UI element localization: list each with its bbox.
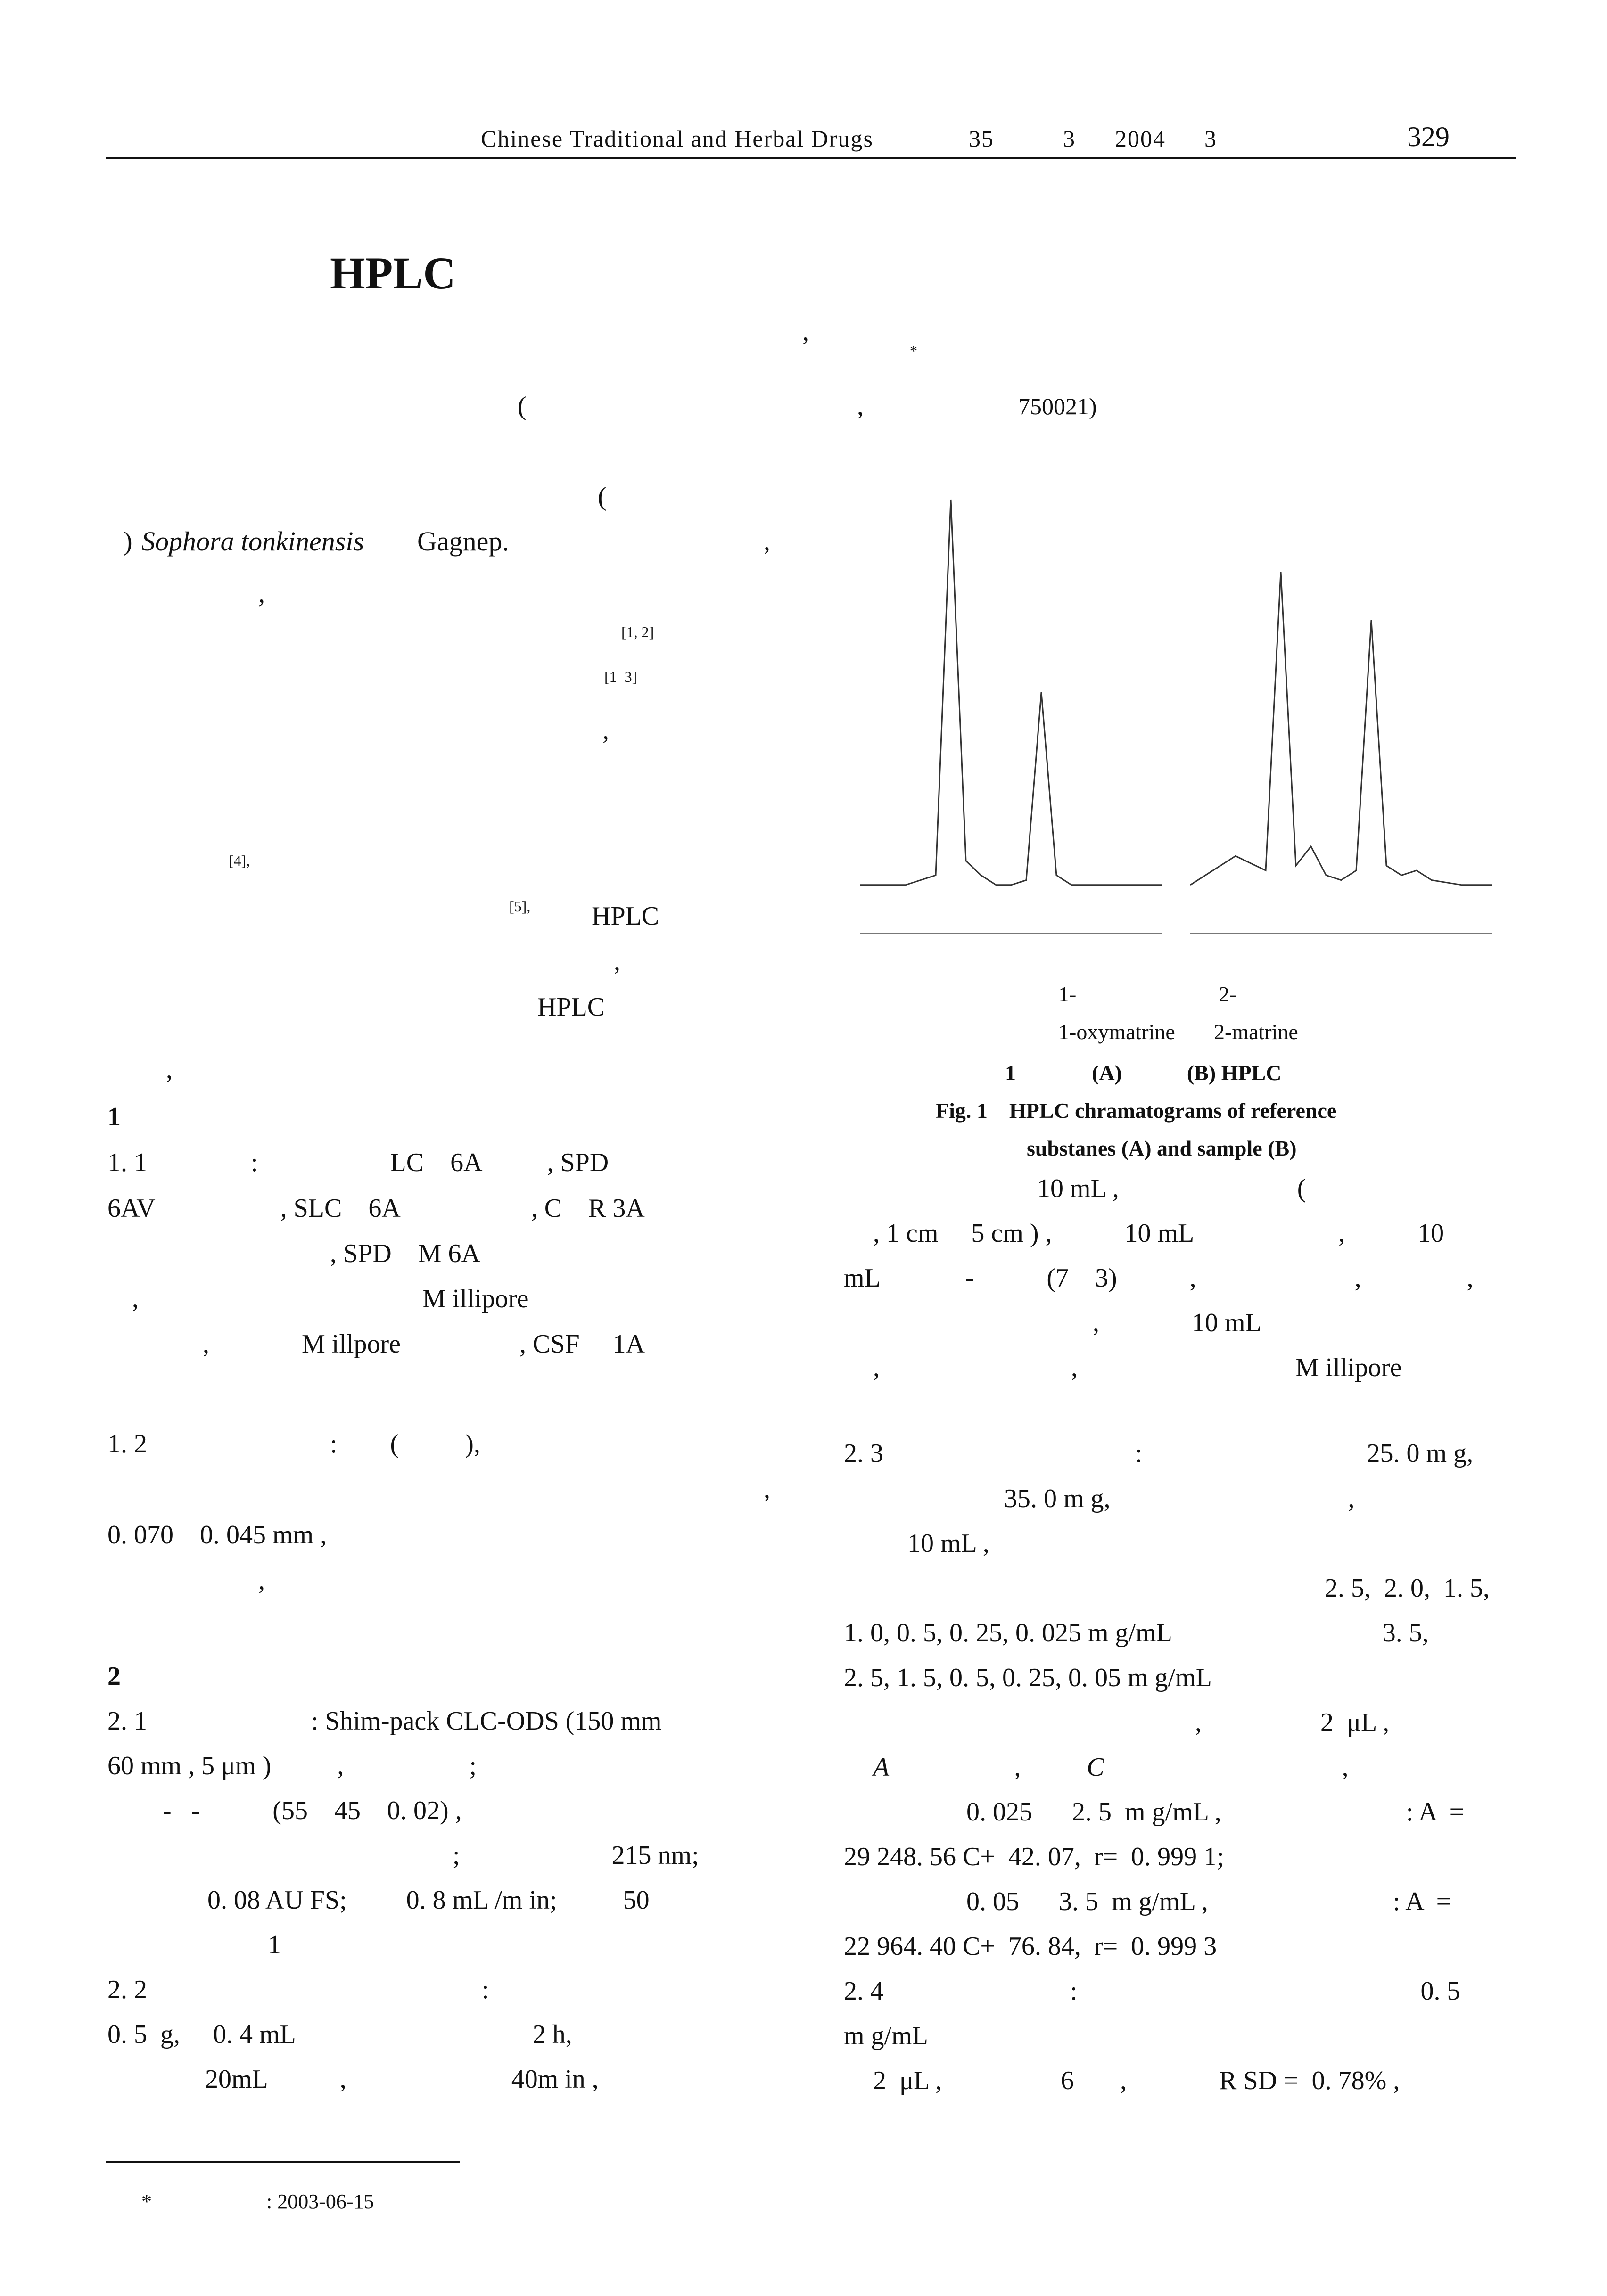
section-2-3-line: 2. 5, 1. 5, 0. 5, 0. 25, 0. 05 m g/mL: [844, 1663, 1212, 1692]
publication-month: 3: [1204, 125, 1217, 152]
right-cont-line: mL - (7 3) , , ,: [844, 1263, 1474, 1293]
section-1-1-line: , M illpore , CSF 1A: [203, 1329, 645, 1359]
intro-comma-3: ,: [602, 716, 609, 745]
section-1-2-line: ,: [764, 1475, 770, 1504]
footnote-mark: *: [141, 2190, 152, 2213]
publication-year: 2004: [1115, 125, 1166, 152]
section-1-1-num: 1. 1: [107, 1148, 147, 1177]
peak-2-number: 2-: [1219, 982, 1237, 1006]
chromatogram-trace-A: [860, 500, 1162, 885]
right-cont-line: 10 mL , (: [1037, 1174, 1306, 1203]
footnote-text: : 2003-06-15: [266, 2190, 374, 2213]
section-2-4-line: m g/mL: [844, 2021, 928, 2050]
footnote-rule: [106, 2161, 460, 2163]
section-2-2-num: 2. 2: [107, 1975, 147, 2004]
right-cont-line: , 10 mL: [1093, 1308, 1261, 1337]
section-2-4-line: 2 μL , 6 , R SD = 0. 78% ,: [873, 2066, 1400, 2095]
peak-1-name: 1-oxymatrine: [1058, 1020, 1175, 1044]
intro-hplc-2: HPLC: [537, 992, 605, 1022]
issue-number: 3: [1063, 125, 1076, 152]
section-2-2-line: 20mL , 40m in ,: [205, 2065, 599, 2094]
section-2-3-line: 22 964. 40 C+ 76. 84, r= 0. 999 3: [844, 1932, 1217, 1961]
peak-1-number: 1-: [1058, 982, 1077, 1006]
section-2-heading: 2: [107, 1662, 121, 1691]
header-rule: [106, 157, 1516, 159]
intro-paren: (: [598, 482, 607, 511]
citation-4: [4],: [229, 852, 250, 869]
right-cont-line: , , M illipore: [873, 1353, 1402, 1382]
section-2-4-num: 2. 4: [844, 1976, 883, 2006]
section-2-3-line: 10 mL ,: [907, 1529, 989, 1558]
section-2-3-num: 2. 3: [844, 1439, 883, 1468]
section-2-3-line: 1. 0, 0. 5, 0. 25, 0. 025 m g/mL 3. 5,: [844, 1618, 1429, 1648]
page-number: 329: [1407, 121, 1450, 152]
section-1-2-line: 0. 070 0. 045 mm ,: [107, 1520, 327, 1550]
section-2-1-line: 0. 08 AU FS; 0. 8 mL /m in; 50: [207, 1886, 650, 1915]
page-title: HPLC: [330, 248, 456, 298]
right-cont-line: , 1 cm 5 cm ) , 10 mL , 10: [873, 1219, 1444, 1248]
intro-hplc-1: HPLC: [592, 902, 659, 931]
section-1-2-line: ,: [258, 1566, 265, 1595]
section-2-3-line: 2. 5, 2. 0, 1. 5,: [1325, 1574, 1490, 1603]
section-2-1-line: : Shim-pack CLC-ODS (150 mm: [311, 1706, 662, 1736]
section-2-1-num: 2. 1: [107, 1706, 147, 1736]
figure-caption-en: Fig. 1 HPLC chramatograms of reference: [936, 1099, 1337, 1123]
affiliation-postcode: 750021): [1018, 393, 1097, 419]
section-2-1-line: 60 mm , 5 μm ) , ;: [107, 1751, 477, 1780]
intro-comma-5: ,: [166, 1055, 173, 1084]
section-2-2-line: 0. 5 g, 0. 4 mL 2 h,: [107, 2020, 572, 2049]
journal-name: Chinese Traditional and Herbal Drugs: [481, 125, 874, 152]
section-2-3-line: , 2 μL ,: [1195, 1708, 1390, 1737]
intro-comma-2: ,: [258, 579, 265, 608]
chromatogram-trace-B: [1190, 572, 1492, 885]
section-2-4-line: : 0. 5: [1070, 1976, 1460, 2006]
affiliation-open: (: [518, 392, 527, 421]
figure-caption-cn: 1 (A) (B) HPLC: [1005, 1061, 1282, 1085]
section-2-3-line: : 25. 0 m g,: [1135, 1439, 1474, 1468]
intro-comma-1: ,: [764, 527, 770, 556]
species-name: Sophora tonkinensis: [141, 526, 364, 557]
species-authority: Gagnep.: [417, 526, 509, 557]
author-asterisk: *: [910, 342, 917, 359]
section-1-heading: 1: [107, 1102, 121, 1132]
section-2-2-line: :: [482, 1975, 489, 2004]
affiliation-comma: ,: [857, 392, 864, 421]
section-2-3-line: 0. 025 2. 5 m g/mL , : A =: [966, 1797, 1465, 1827]
section-2-3-line: 29 248. 56 C+ 42. 07, r= 0. 999 1;: [844, 1842, 1224, 1871]
section-1-2-num: 1. 2: [107, 1429, 147, 1459]
citation-5: [5],: [509, 898, 531, 915]
intro-paren-close: ): [124, 527, 132, 556]
peak-2-name: 2-matrine: [1214, 1020, 1298, 1044]
author-separator: ,: [802, 317, 809, 346]
figure-caption-en: substanes (A) and sample (B): [1027, 1136, 1297, 1160]
section-1-1-line: , M illipore: [132, 1284, 529, 1313]
citation-1-2: [1, 2]: [621, 623, 654, 640]
section-2-1-line: ; 215 nm;: [453, 1841, 699, 1870]
section-1-1-line: , SPD M 6A: [330, 1239, 480, 1268]
intro-comma-4: ,: [614, 947, 620, 976]
section-2-3-line: 0. 05 3. 5 m g/mL , : A =: [966, 1887, 1451, 1916]
citation-1-3: [1 3]: [604, 668, 637, 685]
section-2-3-line: A , C ,: [873, 1753, 1349, 1782]
hplc-chromatogram: [832, 471, 1520, 961]
section-1-1-line: : LC 6A , SPD: [251, 1148, 609, 1177]
volume-number: 35: [969, 125, 994, 152]
section-1-2-line: : ( ),: [330, 1429, 480, 1459]
section-1-1-line: 6AV , SLC 6A , C R 3A: [107, 1194, 645, 1223]
section-2-1-line: 1: [268, 1930, 281, 1960]
section-2-3-line: 35. 0 m g, ,: [1004, 1484, 1355, 1513]
section-2-1-line: - - (55 45 0. 02) ,: [163, 1796, 462, 1825]
